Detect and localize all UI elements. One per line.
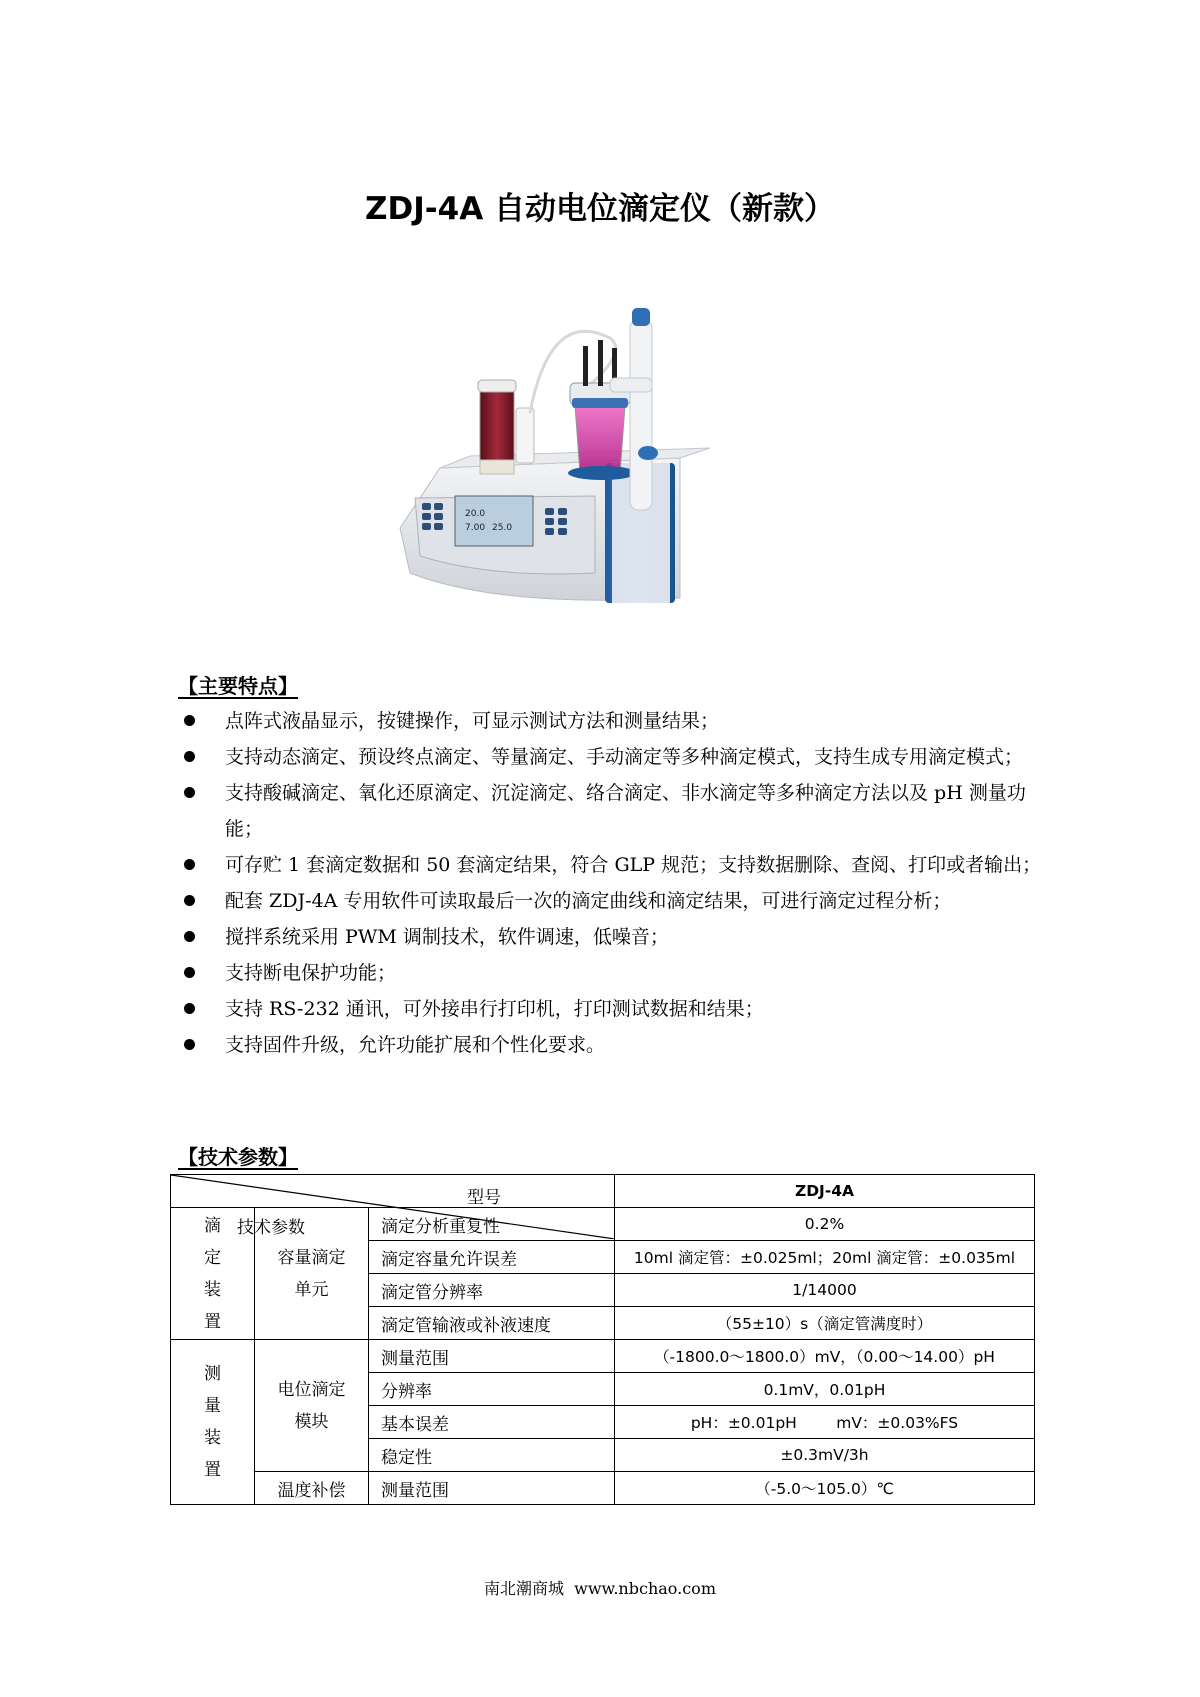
page-title: ZDJ-4A 自动电位滴定仪（新款） [365, 191, 835, 227]
model-cell: ZDJ-4A [615, 1175, 1035, 1208]
header-model-label: 型号 [467, 1188, 501, 1208]
param-name: 滴定管输液或补液速度 [369, 1307, 615, 1340]
subgroup-label: 容量滴定单元 [255, 1208, 369, 1340]
features-heading: 【主要特点】 [178, 674, 298, 698]
list-item: 支持断电保护功能； [178, 955, 1048, 991]
list-item: 支持 RS-232 通讯，可外接串行打印机，打印测试数据和结果； [178, 991, 1048, 1027]
list-item: 支持动态滴定、预设终点滴定、等量滴定、手动滴定等多种滴定模式，支持生成专用滴定模式； [178, 739, 1048, 775]
param-value: 10ml 滴定管：±0.025ml；20ml 滴定管：±0.035ml [615, 1241, 1035, 1274]
param-value: （-5.0～105.0）℃ [615, 1472, 1035, 1505]
footer-text: 南北潮商城 www.nbchao.com [483, 1579, 716, 1598]
list-item: 搅拌系统采用 PWM 调制技术，软件调速，低噪音； [178, 919, 1048, 955]
device-screen-text: 20.0 [465, 509, 486, 519]
header-param-label: 技术参数 [237, 1218, 305, 1238]
list-item: 支持固件升级，允许功能扩展和个性化要求。 [178, 1027, 1048, 1063]
group-label-titration: 滴定装置 [171, 1208, 255, 1340]
param-name: 滴定容量允许误差 [369, 1241, 615, 1274]
param-value: （-1800.0～1800.0）mV，（0.00～14.00）pH [615, 1340, 1035, 1373]
device-screen-text: 25.0 [492, 523, 513, 533]
param-value: 0.1mV，0.01pH [615, 1373, 1035, 1406]
group-label-measurement: 测量装置 [171, 1340, 255, 1505]
product-photo [380, 298, 850, 648]
spec-table [170, 1174, 1035, 1505]
param-name: 分辨率 [369, 1373, 615, 1406]
list-item: 点阵式液晶显示，按键操作，可显示测试方法和测量结果； [178, 703, 1048, 739]
param-name: 测量范围 [369, 1340, 615, 1373]
params-heading: 【技术参数】 [178, 1145, 298, 1169]
param-name: 滴定管分辨率 [369, 1274, 615, 1307]
param-value: 1/14000 [615, 1274, 1035, 1307]
list-item: 配套 ZDJ-4A 专用软件可读取最后一次的滴定曲线和滴定结果，可进行滴定过程分析； [178, 883, 1048, 919]
subgroup-label: 温度补偿 [255, 1472, 369, 1505]
param-name: 稳定性 [369, 1439, 615, 1472]
param-name: 基本误差 [369, 1406, 615, 1439]
param-value: （55±10）s（滴定管满度时） [615, 1307, 1035, 1340]
param-value: 0.2% [615, 1208, 1035, 1241]
param-name: 滴定分析重复性 [369, 1208, 615, 1241]
list-item: 支持酸碱滴定、氧化还原滴定、沉淀滴定、络合滴定、非水滴定等多种滴定方法以及 pH 测量功能； [178, 775, 1048, 847]
param-value: ±0.3mV/3h [615, 1439, 1035, 1472]
subgroup-label: 电位滴定模块 [255, 1340, 369, 1472]
list-item: 可存贮 1 套滴定数据和 50 套滴定结果，符合 GLP 规范；支持数据删除、查阅、打印或者输出； [178, 847, 1048, 883]
device-screen-text: 7.00 [465, 523, 486, 533]
features-list [178, 703, 1048, 1063]
param-value: pH：±0.01pH mV：±0.03%FS [615, 1406, 1035, 1439]
param-name: 测量范围 [369, 1472, 615, 1505]
